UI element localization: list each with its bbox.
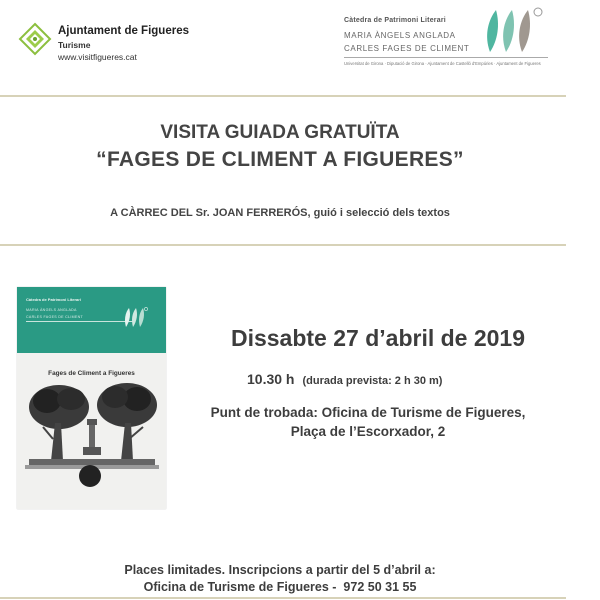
event-date: Dissabte 27 d’abril de 2019	[230, 325, 526, 351]
trees-illustration-icon	[25, 379, 159, 469]
ajuntament-name: Ajuntament de Figueres	[58, 25, 189, 37]
ajuntament-logo-icon	[18, 22, 52, 56]
divider-top	[0, 95, 566, 97]
meeting-point-line2: Plaça de l’Escorxador, 2	[290, 424, 446, 439]
event-time-row	[247, 371, 442, 387]
book-cypress-icon	[123, 306, 149, 328]
footer-line1: Places limitades. Inscripcions a partir del 5 d’abril a:	[124, 563, 436, 577]
event-time: 10.30 h	[247, 371, 295, 387]
meeting-point-line1: Punt de trobada: Oficina de Turisme de Figueres,	[210, 405, 526, 420]
footer-line2: Oficina de Turisme de Figueres - 972 50 31 55	[143, 580, 417, 594]
title-line1: VISITA GUIADA GRATUÏTA	[160, 122, 400, 143]
ajuntament-url[interactable]: www.visitfigueres.cat	[58, 52, 137, 62]
cypress-logo-icon	[482, 6, 548, 56]
book-cover	[17, 287, 166, 509]
book-cover-line2: CARLES FAGES DE CLIMENT	[26, 315, 84, 319]
ajuntament-subtitle: Turisme	[58, 40, 91, 50]
event-duration: (durada prevista: 2 h 30 m)	[302, 375, 443, 387]
book-cover-header	[17, 287, 166, 353]
divider-middle	[0, 244, 566, 246]
catedra-footer: Universitat de Girona · Diputació de Girona · Ajuntament de Castelló d'Empúries · Ajuntament de Figueres	[344, 61, 541, 66]
publisher-badge-icon	[79, 465, 101, 487]
catedra-divider	[344, 57, 548, 58]
guide-text: A CÀRREC DEL Sr. JOAN FERRERÓS, guió i selecció dels textos	[110, 207, 450, 219]
divider-bottom	[0, 597, 566, 599]
catedra-title: Càtedra de Patrimoni Literari	[344, 17, 446, 24]
title-line2: “FAGES DE CLIMENT A FIGUERES”	[96, 148, 464, 171]
book-title: Fages de Climent a Figueres	[48, 370, 135, 377]
catedra-line1: MARIA ÀNGELS ANGLADA	[344, 31, 456, 40]
catedra-line2: CARLES FAGES DE CLIMENT	[344, 44, 470, 53]
book-cover-divider	[26, 321, 134, 322]
book-cover-line1: MARIA ÀNGELS ANGLADA	[26, 308, 77, 312]
book-cover-title: Càtedra de Patrimoni Literari	[26, 297, 81, 302]
